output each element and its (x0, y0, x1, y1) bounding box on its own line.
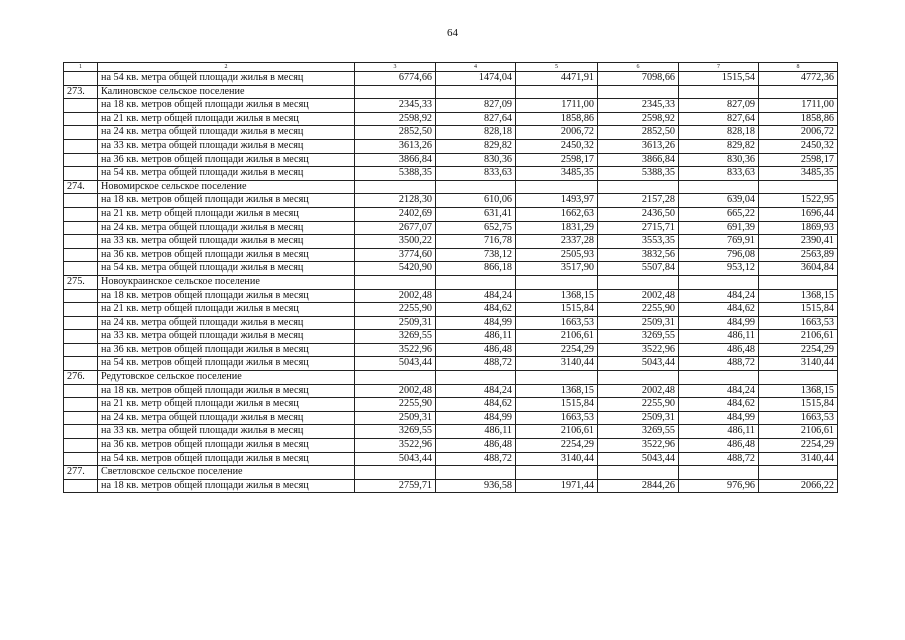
value-cell: 484,24 (679, 384, 759, 398)
value-cell: 2006,72 (759, 126, 838, 140)
value-cell: 1663,53 (516, 411, 598, 425)
value-cell: 486,11 (679, 330, 759, 344)
table-header-row (64, 63, 838, 72)
value-cell: 2598,92 (598, 112, 679, 126)
value-cell: 2337,28 (516, 235, 598, 249)
row-number-cell (64, 167, 98, 181)
value-cell (759, 180, 838, 194)
value-cell: 1368,15 (516, 384, 598, 398)
value-cell: 488,72 (679, 452, 759, 466)
value-cell: 830,36 (436, 153, 516, 167)
value-cell: 488,72 (679, 357, 759, 371)
header-cell: 8 (759, 63, 838, 72)
value-cell: 2157,28 (598, 194, 679, 208)
value-cell: 3140,44 (516, 357, 598, 371)
value-cell: 3613,26 (598, 139, 679, 153)
value-cell: 3500,22 (355, 235, 436, 249)
row-number-cell: 274. (64, 180, 98, 194)
value-cell: 2255,90 (598, 303, 679, 317)
row-label-cell: на 21 кв. метр общей площади жилья в месяц (98, 207, 355, 221)
value-cell: 484,24 (436, 289, 516, 303)
value-cell: 1662,63 (516, 207, 598, 221)
value-cell: 2254,29 (759, 439, 838, 453)
value-cell: 484,62 (436, 398, 516, 412)
value-cell: 2436,50 (598, 207, 679, 221)
value-cell: 484,99 (679, 316, 759, 330)
section-row (64, 371, 838, 385)
value-cell: 2128,30 (355, 194, 436, 208)
row-label-cell: на 36 кв. метров общей площади жилья в месяц (98, 248, 355, 262)
value-cell (598, 371, 679, 385)
row-number-cell (64, 357, 98, 371)
row-number-cell (64, 262, 98, 276)
table-row (64, 207, 838, 221)
value-cell: 2509,31 (598, 411, 679, 425)
value-cell: 1368,15 (759, 384, 838, 398)
value-cell: 1711,00 (516, 99, 598, 113)
value-cell: 3522,96 (355, 343, 436, 357)
value-cell (679, 371, 759, 385)
value-cell (516, 85, 598, 99)
row-label-cell: на 54 кв. метров общей площади жилья в месяц (98, 357, 355, 371)
value-cell: 5420,90 (355, 262, 436, 276)
table-row (64, 303, 838, 317)
table-row (64, 235, 838, 249)
value-cell: 833,63 (436, 167, 516, 181)
row-label-cell: на 18 кв. метров общей площади жилья в месяц (98, 99, 355, 113)
value-cell: 2254,29 (759, 343, 838, 357)
value-cell: 2106,61 (759, 425, 838, 439)
table-row (64, 248, 838, 262)
section-row (64, 180, 838, 194)
row-number-cell (64, 99, 98, 113)
value-cell: 1474,04 (436, 72, 516, 86)
value-cell: 5043,44 (598, 452, 679, 466)
value-cell: 3522,96 (355, 439, 436, 453)
row-label-cell: на 21 кв. метр общей площади жилья в месяц (98, 398, 355, 412)
table-row (64, 262, 838, 276)
row-label-cell: на 33 кв. метра общей площади жилья в месяц (98, 330, 355, 344)
value-cell: 3485,35 (759, 167, 838, 181)
row-number-cell (64, 235, 98, 249)
value-cell: 7098,66 (598, 72, 679, 86)
value-cell: 488,72 (436, 452, 516, 466)
value-cell: 2002,48 (598, 384, 679, 398)
value-cell: 2254,29 (516, 343, 598, 357)
table-row (64, 153, 838, 167)
value-cell: 4471,91 (516, 72, 598, 86)
value-cell: 1663,53 (516, 316, 598, 330)
table-row (64, 452, 838, 466)
value-cell: 2402,69 (355, 207, 436, 221)
value-cell (436, 466, 516, 480)
value-cell: 3774,60 (355, 248, 436, 262)
row-number-cell (64, 303, 98, 317)
row-number-cell (64, 194, 98, 208)
row-label-cell: Новоукраинское сельское поселение (98, 275, 355, 289)
value-cell: 1515,54 (679, 72, 759, 86)
value-cell: 1663,53 (759, 316, 838, 330)
row-label-cell: Редутовское сельское поселение (98, 371, 355, 385)
value-cell: 2106,61 (759, 330, 838, 344)
value-cell (355, 275, 436, 289)
row-label-cell: на 18 кв. метров общей площади жилья в месяц (98, 194, 355, 208)
value-cell: 796,08 (679, 248, 759, 262)
value-cell: 3140,44 (516, 452, 598, 466)
value-cell: 936,58 (436, 479, 516, 493)
value-cell: 3866,84 (598, 153, 679, 167)
header-cell: 6 (598, 63, 679, 72)
value-cell (598, 180, 679, 194)
row-number-cell (64, 221, 98, 235)
row-number-cell (64, 411, 98, 425)
row-number-cell: 276. (64, 371, 98, 385)
row-label-cell: на 54 кв. метра общей площади жилья в месяц (98, 72, 355, 86)
value-cell: 2852,50 (598, 126, 679, 140)
value-cell (598, 85, 679, 99)
value-cell (759, 85, 838, 99)
header-cell: 4 (436, 63, 516, 72)
value-cell: 2450,32 (759, 139, 838, 153)
value-cell: 484,62 (436, 303, 516, 317)
page-number: 64 (447, 27, 458, 39)
table-row (64, 139, 838, 153)
value-cell (516, 275, 598, 289)
value-cell: 3522,96 (598, 343, 679, 357)
row-number-cell (64, 72, 98, 86)
value-cell: 828,18 (679, 126, 759, 140)
row-number-cell (64, 139, 98, 153)
value-cell: 2255,90 (598, 398, 679, 412)
table-row (64, 357, 838, 371)
value-cell: 866,18 (436, 262, 516, 276)
value-cell: 484,24 (436, 384, 516, 398)
value-cell: 3269,55 (355, 330, 436, 344)
value-cell: 2677,07 (355, 221, 436, 235)
row-label-cell: на 36 кв. метров общей площади жилья в месяц (98, 439, 355, 453)
value-cell: 829,82 (436, 139, 516, 153)
value-cell: 1831,29 (516, 221, 598, 235)
value-cell: 3553,35 (598, 235, 679, 249)
row-number-cell (64, 248, 98, 262)
row-label-cell: на 24 кв. метра общей площади жилья в месяц (98, 411, 355, 425)
row-number-cell (64, 384, 98, 398)
row-number-cell (64, 330, 98, 344)
row-label-cell: на 18 кв. метров общей площади жилья в месяц (98, 384, 355, 398)
table-row (64, 343, 838, 357)
table-row (64, 384, 838, 398)
value-cell: 3485,35 (516, 167, 598, 181)
row-label-cell: на 54 кв. метров общей площади жилья в месяц (98, 452, 355, 466)
value-cell: 2563,89 (759, 248, 838, 262)
value-cell: 486,11 (436, 330, 516, 344)
value-cell: 1858,86 (516, 112, 598, 126)
value-cell: 5043,44 (355, 357, 436, 371)
value-cell (516, 180, 598, 194)
value-cell: 1368,15 (759, 289, 838, 303)
value-cell: 6774,66 (355, 72, 436, 86)
row-label-cell: на 33 кв. метра общей площади жилья в месяц (98, 139, 355, 153)
value-cell: 484,62 (679, 303, 759, 317)
value-cell: 665,22 (679, 207, 759, 221)
value-cell: 1493,97 (516, 194, 598, 208)
value-cell (516, 466, 598, 480)
value-cell: 484,99 (436, 316, 516, 330)
value-cell (355, 85, 436, 99)
value-cell: 631,41 (436, 207, 516, 221)
value-cell: 1522,95 (759, 194, 838, 208)
table-row (64, 167, 838, 181)
row-number-cell (64, 452, 98, 466)
value-cell: 5043,44 (598, 357, 679, 371)
value-cell: 2255,90 (355, 398, 436, 412)
value-cell: 3269,55 (598, 330, 679, 344)
table-row (64, 425, 838, 439)
value-cell: 1515,84 (759, 398, 838, 412)
value-cell: 486,48 (436, 439, 516, 453)
table-row (64, 330, 838, 344)
value-cell (355, 371, 436, 385)
tariff-table (63, 62, 838, 493)
value-cell: 3866,84 (355, 153, 436, 167)
value-cell: 484,99 (679, 411, 759, 425)
row-number-cell (64, 343, 98, 357)
value-cell: 652,75 (436, 221, 516, 235)
table-body (64, 63, 838, 493)
row-label-cell: на 24 кв. метра общей площади жилья в месяц (98, 126, 355, 140)
value-cell (759, 371, 838, 385)
row-number-cell (64, 398, 98, 412)
value-cell: 2844,26 (598, 479, 679, 493)
value-cell: 3517,90 (516, 262, 598, 276)
value-cell: 2598,92 (355, 112, 436, 126)
row-number-cell (64, 153, 98, 167)
table-row (64, 439, 838, 453)
value-cell (759, 466, 838, 480)
value-cell (436, 85, 516, 99)
value-cell: 2002,48 (355, 384, 436, 398)
value-cell: 2505,93 (516, 248, 598, 262)
value-cell: 486,11 (436, 425, 516, 439)
value-cell: 1971,44 (516, 479, 598, 493)
value-cell (355, 466, 436, 480)
value-cell: 2598,17 (516, 153, 598, 167)
value-cell (436, 371, 516, 385)
value-cell (516, 371, 598, 385)
value-cell (598, 275, 679, 289)
row-label-cell: на 18 кв. метров общей площади жилья в месяц (98, 479, 355, 493)
value-cell: 828,18 (436, 126, 516, 140)
table-row (64, 112, 838, 126)
table-row (64, 221, 838, 235)
value-cell: 2106,61 (516, 330, 598, 344)
header-cell: 1 (64, 63, 98, 72)
section-row (64, 275, 838, 289)
value-cell: 1696,44 (759, 207, 838, 221)
value-cell: 3613,26 (355, 139, 436, 153)
header-cell: 3 (355, 63, 436, 72)
value-cell: 5507,84 (598, 262, 679, 276)
table-row (64, 99, 838, 113)
value-cell: 639,04 (679, 194, 759, 208)
value-cell: 1869,93 (759, 221, 838, 235)
value-cell: 1663,53 (759, 411, 838, 425)
row-number-cell (64, 112, 98, 126)
row-number-cell: 273. (64, 85, 98, 99)
value-cell: 3140,44 (759, 357, 838, 371)
value-cell: 976,96 (679, 479, 759, 493)
value-cell: 738,12 (436, 248, 516, 262)
value-cell (679, 180, 759, 194)
value-cell: 4772,36 (759, 72, 838, 86)
value-cell: 829,82 (679, 139, 759, 153)
header-cell: 5 (516, 63, 598, 72)
value-cell (679, 85, 759, 99)
value-cell: 827,09 (436, 99, 516, 113)
value-cell: 5388,35 (598, 167, 679, 181)
row-label-cell: на 24 кв. метра общей площади жилья в месяц (98, 221, 355, 235)
header-cell: 7 (679, 63, 759, 72)
row-number-cell: 277. (64, 466, 98, 480)
value-cell: 953,12 (679, 262, 759, 276)
value-cell: 2345,33 (355, 99, 436, 113)
value-cell: 1515,84 (759, 303, 838, 317)
value-cell: 2002,48 (598, 289, 679, 303)
table-row (64, 411, 838, 425)
value-cell: 486,11 (679, 425, 759, 439)
value-cell: 2006,72 (516, 126, 598, 140)
value-cell: 3522,96 (598, 439, 679, 453)
row-label-cell: на 54 кв. метра общей площади жилья в месяц (98, 167, 355, 181)
table-row (64, 479, 838, 493)
value-cell: 830,36 (679, 153, 759, 167)
value-cell: 2509,31 (355, 316, 436, 330)
value-cell: 827,64 (679, 112, 759, 126)
row-number-cell (64, 126, 98, 140)
row-label-cell: на 36 кв. метров общей площади жилья в месяц (98, 153, 355, 167)
value-cell: 716,78 (436, 235, 516, 249)
value-cell: 827,64 (436, 112, 516, 126)
value-cell: 486,48 (679, 343, 759, 357)
value-cell: 2106,61 (516, 425, 598, 439)
row-label-cell: на 33 кв. метра общей площади жилья в месяц (98, 235, 355, 249)
value-cell: 833,63 (679, 167, 759, 181)
value-cell: 2345,33 (598, 99, 679, 113)
row-number-cell (64, 289, 98, 303)
row-label-cell: Калиновское сельское поселение (98, 85, 355, 99)
row-label-cell: на 36 кв. метров общей площади жилья в месяц (98, 343, 355, 357)
value-cell: 2255,90 (355, 303, 436, 317)
value-cell: 2002,48 (355, 289, 436, 303)
value-cell: 2598,17 (759, 153, 838, 167)
value-cell: 486,48 (436, 343, 516, 357)
table-row (64, 316, 838, 330)
row-label-cell: на 24 кв. метра общей площади жилья в месяц (98, 316, 355, 330)
value-cell: 484,62 (679, 398, 759, 412)
table-row (64, 126, 838, 140)
value-cell: 1858,86 (759, 112, 838, 126)
value-cell: 5043,44 (355, 452, 436, 466)
row-number-cell (64, 207, 98, 221)
value-cell (679, 275, 759, 289)
section-row (64, 85, 838, 99)
value-cell: 1515,84 (516, 398, 598, 412)
row-number-cell (64, 316, 98, 330)
value-cell (436, 180, 516, 194)
value-cell (436, 275, 516, 289)
value-cell: 488,72 (436, 357, 516, 371)
value-cell: 484,99 (436, 411, 516, 425)
row-number-cell (64, 425, 98, 439)
table-row (64, 398, 838, 412)
value-cell: 2254,29 (516, 439, 598, 453)
row-label-cell: на 54 кв. метра общей площади жилья в месяц (98, 262, 355, 276)
value-cell: 769,91 (679, 235, 759, 249)
value-cell (598, 466, 679, 480)
value-cell: 484,24 (679, 289, 759, 303)
row-number-cell: 275. (64, 275, 98, 289)
section-row (64, 466, 838, 480)
value-cell: 2509,31 (355, 411, 436, 425)
value-cell: 1711,00 (759, 99, 838, 113)
table-row (64, 72, 838, 86)
value-cell: 486,48 (679, 439, 759, 453)
row-label-cell: на 21 кв. метр общей площади жилья в месяц (98, 303, 355, 317)
value-cell: 3269,55 (355, 425, 436, 439)
row-label-cell: на 18 кв. метров общей площади жилья в месяц (98, 289, 355, 303)
value-cell: 2759,71 (355, 479, 436, 493)
table-row (64, 289, 838, 303)
value-cell: 1368,15 (516, 289, 598, 303)
value-cell: 691,39 (679, 221, 759, 235)
row-label-cell: на 21 кв. метр общей площади жилья в месяц (98, 112, 355, 126)
row-label-cell: на 33 кв. метра общей площади жилья в месяц (98, 425, 355, 439)
row-label-cell: Светловское сельское поселение (98, 466, 355, 480)
value-cell: 1515,84 (516, 303, 598, 317)
value-cell: 5388,35 (355, 167, 436, 181)
row-label-cell: Новомирское сельское поселение (98, 180, 355, 194)
table-row (64, 194, 838, 208)
value-cell: 3140,44 (759, 452, 838, 466)
value-cell: 3604,84 (759, 262, 838, 276)
value-cell: 2450,32 (516, 139, 598, 153)
row-number-cell (64, 479, 98, 493)
row-number-cell (64, 439, 98, 453)
value-cell: 827,09 (679, 99, 759, 113)
value-cell (759, 275, 838, 289)
value-cell: 3269,55 (598, 425, 679, 439)
value-cell (679, 466, 759, 480)
value-cell: 2715,71 (598, 221, 679, 235)
value-cell: 3832,56 (598, 248, 679, 262)
value-cell: 2852,50 (355, 126, 436, 140)
value-cell (355, 180, 436, 194)
header-cell: 2 (98, 63, 355, 72)
value-cell: 2509,31 (598, 316, 679, 330)
value-cell: 610,06 (436, 194, 516, 208)
value-cell: 2066,22 (759, 479, 838, 493)
value-cell: 2390,41 (759, 235, 838, 249)
